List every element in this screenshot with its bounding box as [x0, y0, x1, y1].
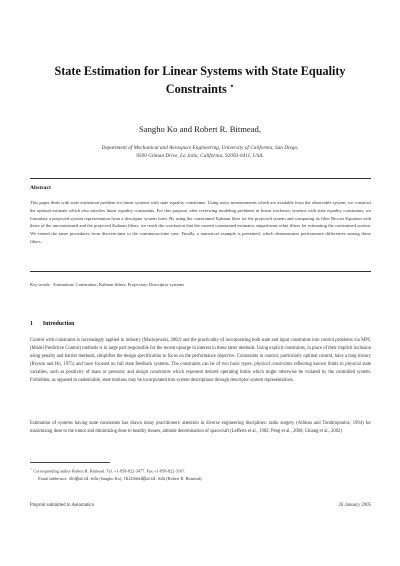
email-address[interactable]: rbitmead@ucsd.edu — [123, 478, 166, 483]
title-text: State Estimation for Linear Systems with State Equality Constraints — [54, 64, 346, 96]
keywords-text: Estimation; Constraints; Kalman filters; Projection; Descriptor systems — [53, 282, 185, 287]
author-list: Sangho Ko and Robert R. Bitmead, — [139, 124, 261, 134]
intro-paragraph — [30, 337, 371, 385]
abstract-body: This paper deals with state estimation problem for linear systems with state equality constraints. Using noisy measurements which are available from the observable system, we construct the optimal estimate which also satisfies linear equality constraints. For this purpose, after reviewing modeling problems in linear stochastic systems with state equality constraints, we formulate a projected system representation from a descriptor system form. By using the constrained Kalman filter for the projected system and comparing its filter Riccati Equation with those of the unconstrained and the projected Kalman filters, we reach the conclusion that the current constrained estimator outperforms other filters for estimating the constrained system. We extend the same procedures from discrete-time to the continuous-time case. Finally, a numerical example is presented, which demonstrates performance differences among those filters. — [30, 200, 371, 244]
keywords — [30, 282, 371, 287]
paragraph-text: which represent desired operating limits which might otherwise be violated by the controlled system. Forbidden, as opposed to undesirable, state motions may be incorporated into system descriptions through descriptor system representations. — [30, 370, 372, 384]
footnote-rule — [30, 462, 110, 463]
email-owner: (Sangho Ko), — [99, 476, 123, 482]
footnote-corresponding — [30, 465, 371, 475]
email-address[interactable]: sko@ucsd.edu — [68, 478, 99, 483]
footnote-mark: ⋆ — [30, 467, 33, 471]
abstract-bottom-rule — [30, 271, 371, 272]
footnote-emails — [30, 475, 371, 484]
preprint-note: Preprint submitted to Automatica — [30, 503, 94, 508]
preprint-date: 26 January 2005 — [338, 503, 371, 508]
title-footnote-mark: ⋆ — [229, 81, 235, 90]
paragraph-text: reflecting known limits to physical state variables, such as positivity of mass or pressure; and — [30, 362, 372, 376]
abstract-top-rule — [30, 178, 371, 179]
paragraph-text: Control with constraints is increasingly applied in industry (Maciejowski, 2002) and the practicality of incorporating both state and input constraints into control problems via MPC (Model Predictive Control) methods is in large part responsible for the recent upsurge in interest in these latter methods. Using explicit constraints, in place of their implicit inclusion using penalty and barrier methods, simplifies the design specification to focus on the performance objective. Constraints in control, particularly optimal control, have a long history (Bryson and Ho, 1975) and have focused on full state feedback systems. The constraints can be of two basic types; — [30, 338, 371, 368]
keywords-label: Key words: — [30, 282, 51, 287]
email-label: Email addresses: — [38, 476, 68, 482]
paper-title — [30, 62, 370, 98]
affiliation-line: Department of Mechanical and Aerospace Engineering, University of California, San Diego, — [101, 145, 299, 151]
affiliation — [40, 144, 360, 160]
section-title: Introduction — [42, 321, 75, 327]
intro-paragraph: Estimation of systems having state constraints has drawn many practitioners' attention in diverse engineering disciplines: radio surgery (Allman and Tombropoulos, 1994) for maximizing dose to the tumor and minimizing dose to healthy tissues, attitude determination of spacecraft (Lefferts et al., 1982; Peng et al., 2000; Chiang et al., 2002) — [30, 421, 371, 435]
emphasis-text: physical constraints — [254, 362, 293, 368]
section-heading — [30, 321, 74, 327]
footnote — [30, 465, 371, 484]
email-owner: (Robert R. Bitmead). — [166, 476, 203, 482]
footnote-text: Corresponding author Robert R. Bitmead. Tel. +1-858-822-3477. Fax +1-858-822-3107. — [33, 468, 186, 474]
emphasis-text: design constraints — [135, 370, 171, 376]
section-number: 1 — [30, 321, 33, 327]
affiliation-line: 9500 Gilman Drive, La Jolla, California, 92093-0411, USA. — [136, 153, 264, 159]
abstract-heading: Abstract — [30, 185, 51, 191]
